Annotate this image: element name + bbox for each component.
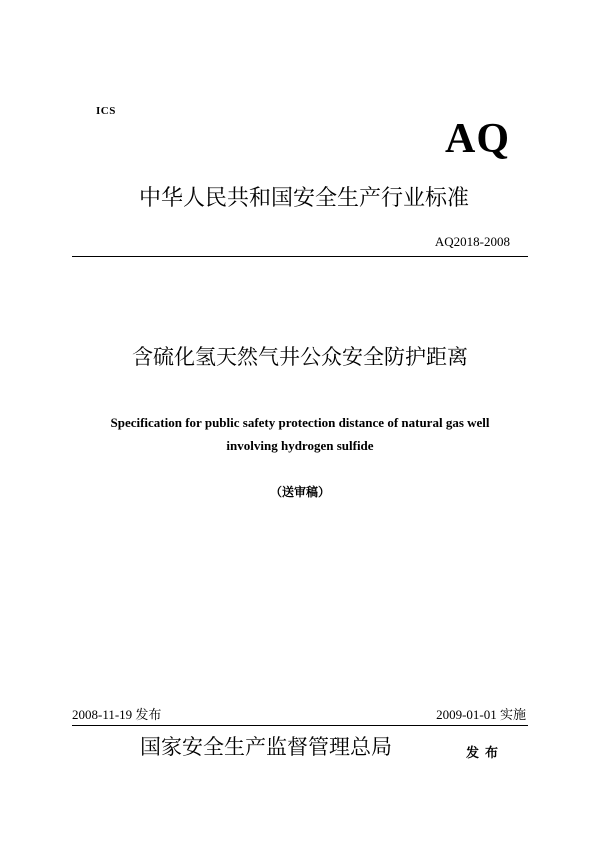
publish-label: 发布 — [466, 746, 505, 761]
aq-logo: AQ — [445, 116, 510, 162]
standard-category-title: 中华人民共和国安全生产行业标准 — [138, 186, 469, 211]
english-title-line-1: Specification for public safety protection distance of natural gas well — [110, 415, 490, 430]
draft-status: （送审稿） — [269, 485, 330, 499]
english-title-line-2: involving hydrogen sulfide — [226, 438, 374, 453]
issuing-authority: 国家安全生产监督管理总局 — [140, 735, 392, 759]
standard-code: AQ2018-2008 — [434, 234, 510, 249]
document-title-english — [80, 411, 520, 457]
top-divider — [72, 256, 528, 257]
ics-label: ICS — [96, 105, 116, 117]
document-title-chinese: 含硫化氢天然气井公众安全防护距离 — [132, 345, 468, 369]
issue-date: 2008-11-19 发布 — [72, 707, 162, 722]
implementation-date: 2009-01-01 实施 — [436, 707, 526, 722]
bottom-divider — [72, 725, 528, 726]
